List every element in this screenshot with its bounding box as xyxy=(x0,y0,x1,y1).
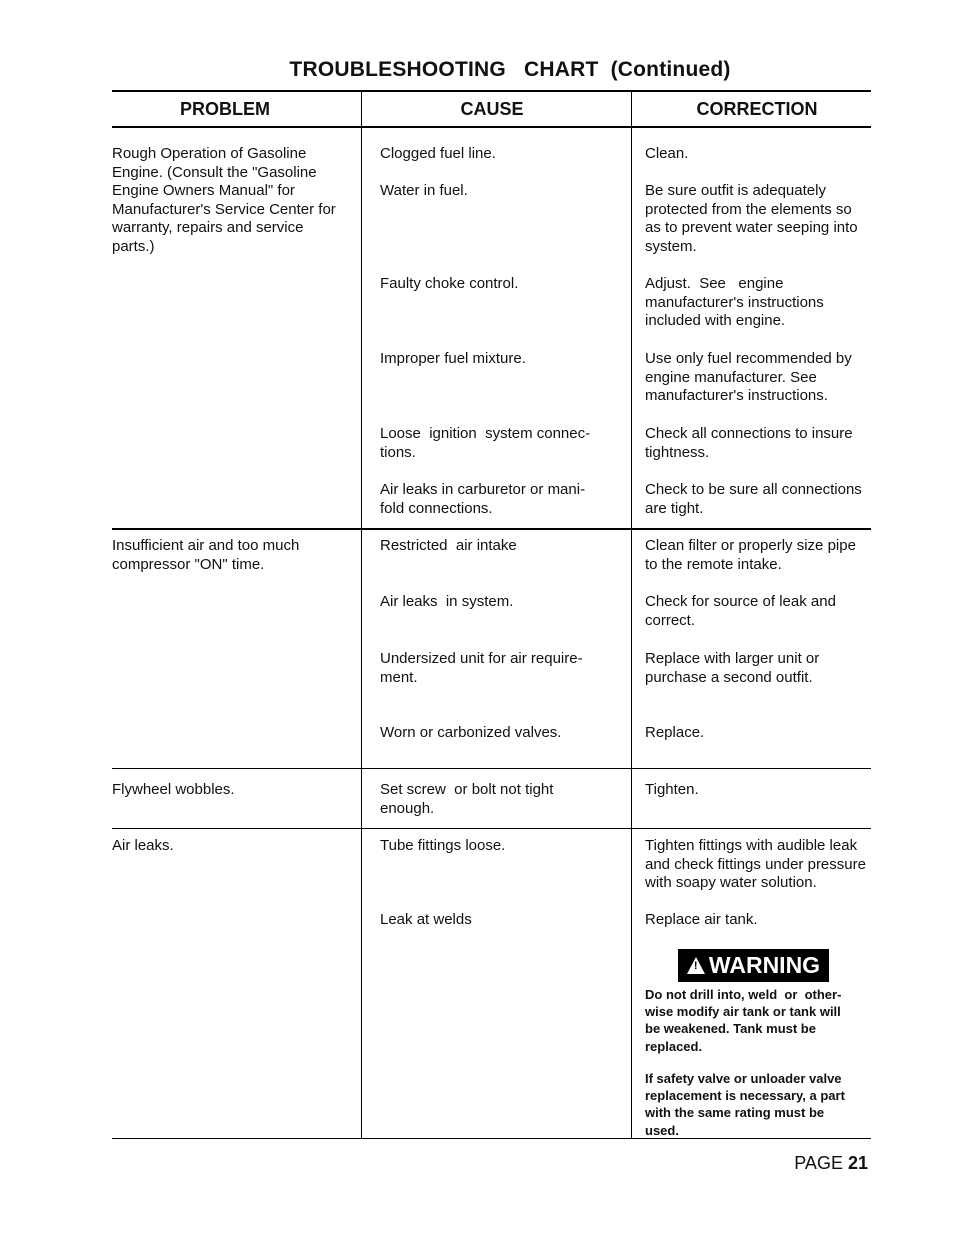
warning-text: If safety valve or unloader valve replacement is necessary, a part with the same rating must be used. xyxy=(645,1071,845,1138)
cause-cell: Clogged fuel line. xyxy=(380,145,496,162)
page-label: PAGE xyxy=(794,1153,843,1173)
cause-cell: Set screw or bolt not tight enough. xyxy=(380,781,554,817)
correction-cell: Replace with larger unit or purchase a second outfit. xyxy=(645,650,820,686)
cause-cell: Air leaks in carburetor or mani- fold connections. xyxy=(380,481,586,517)
correction-cell: Tighten fittings with audible leak and check fittings under pressure with soapy water solution. xyxy=(645,837,866,892)
problem-cell: Rough Operation of Gasoline Engine. (Consult the "Gasoline Engine Owners Manual" for Manufacturer's Service Center for warranty, repairs and service parts.) xyxy=(112,145,336,255)
header-cause: CAUSE xyxy=(460,99,524,119)
warning-triangle-icon xyxy=(687,957,705,974)
problem-cell: Air leaks. xyxy=(112,837,174,854)
warning-badge xyxy=(678,949,829,982)
warning-label: WARNING xyxy=(708,952,821,978)
correction-cell: Tighten. xyxy=(645,781,699,798)
cause-cell: Water in fuel. xyxy=(380,182,468,199)
cause-cell: Faulty choke control. xyxy=(380,275,519,292)
warning-exclamation-icon: ! xyxy=(693,960,698,972)
page-title: TROUBLESHOOTING CHART (Continued) xyxy=(289,58,731,81)
header-top-rule xyxy=(112,90,871,92)
correction-cell: Adjust. See engine manufacturer's instructions included with engine. xyxy=(645,275,824,330)
cause-cell: Leak at welds xyxy=(380,911,472,928)
warning-text: Do not drill into, weld or other- wise modify air tank or tank will be weakened. Tank must be replaced. xyxy=(645,987,842,1054)
problem-cell: Flywheel wobbles. xyxy=(112,781,235,798)
cause-cell: Restricted air intake xyxy=(380,537,517,554)
correction-cell: Use only fuel recommended by engine manufacturer. See manufacturer's instructions. xyxy=(645,350,852,405)
correction-cell: Clean filter or properly size pipe to the remote intake. xyxy=(645,537,856,573)
cause-cell: Loose ignition system connec- tions. xyxy=(380,425,591,461)
correction-cell: Check all connections to insure tightness. xyxy=(645,425,853,461)
row-divider xyxy=(112,828,871,829)
page-number xyxy=(794,1153,868,1174)
correction-cell: Replace. xyxy=(645,724,705,741)
cause-cell: Improper fuel mixture. xyxy=(380,350,526,367)
cause-cell: Undersized unit for air require- ment. xyxy=(380,650,583,686)
correction-cell: Check to be sure all connections are tight. xyxy=(645,481,862,517)
column-divider-1 xyxy=(361,92,362,1139)
correction-cell: Check for source of leak and correct. xyxy=(645,593,836,629)
column-divider-2 xyxy=(631,92,632,1139)
header-bottom-rule xyxy=(112,126,871,128)
header-problem: PROBLEM xyxy=(180,99,270,119)
row-divider xyxy=(112,768,871,769)
problem-cell: Insufficient air and too much compressor "ON" time. xyxy=(112,537,300,573)
cause-cell: Tube fittings loose. xyxy=(380,837,506,854)
correction-cell: Clean. xyxy=(645,145,689,162)
cause-cell: Worn or carbonized valves. xyxy=(380,724,562,741)
page-number-value: 21 xyxy=(847,1153,868,1173)
header-correction: CORRECTION xyxy=(696,99,818,119)
cause-cell: Air leaks in system. xyxy=(380,593,514,610)
correction-cell: Be sure outfit is adequately protected from the elements so as to prevent water seeping into system. xyxy=(645,182,858,255)
row-divider xyxy=(112,528,871,530)
correction-cell: Replace air tank. xyxy=(645,911,758,928)
